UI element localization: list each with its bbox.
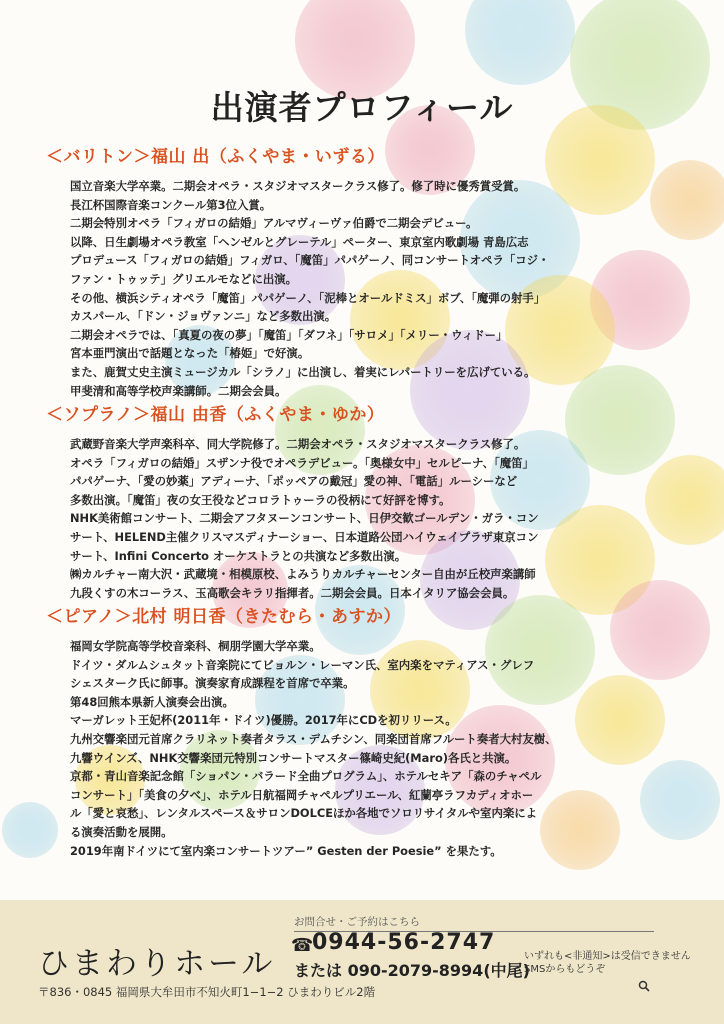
profile-line: 九段くすの木コーラス、玉高歌会キラリ指揮者。二期会会員。日本イタリア協会会員。 xyxy=(70,585,515,600)
profile-line: 九響ウインズ、NHK交響楽団元特別コンサートマスター篠崎史紀(Maro)各氏と共演。 xyxy=(70,750,517,765)
hall-address: 〒836・0845 福岡県大牟田市不知火町1−1−2 ひまわりビル2階 xyxy=(38,985,376,999)
notice-line: いずれも<非通知>は受信できません xyxy=(524,951,691,962)
profile-line: サート、HELEND主催クリスマスディナーショー、日本道路公団ハイウェイプラザ東京コン xyxy=(70,529,539,544)
profile-line: マーガレット王妃杯(2011年・ドイツ)優勝。2017年にCDを初リリース。 xyxy=(70,713,457,728)
profile-line: カスパール、「ドン・ジョヴァンニ」など多数出演。 xyxy=(70,309,337,324)
section-heading: ＜ソプラノ＞福山 由香（ふくやま・ゆか） xyxy=(46,405,385,425)
search-icon[interactable] xyxy=(638,980,650,992)
hall-name: ひまわりホール xyxy=(38,946,276,982)
notice-line: SMSからもどうぞ xyxy=(524,964,606,975)
notice xyxy=(524,950,691,976)
mobile-number[interactable]: または 090-2079-8994(中尾) xyxy=(294,961,530,980)
profile-line: その他、横浜シティオペラ「魔笛」パパゲーノ、「泥棒とオールドミス」ボブ、「魔弾の射手」 xyxy=(70,290,546,305)
profile-line: 九州交響楽団元首席クラリネット奏者タラス・デムチシン、同楽団首席フルート奏者大村友樹、 xyxy=(70,731,557,746)
profile-line: 二期会オペラでは、「真夏の夜の夢」「魔笛」「ダフネ」「サロメ」「メリー・ウィドー」 xyxy=(70,327,508,342)
profile-line: NHK美術館コンサート、二期会アフタヌーンコンサート、日伊交歓ゴールデン・ガラ・コン xyxy=(70,511,539,526)
profile-line: 第48回熊本県新人演奏会出演。 xyxy=(70,694,234,709)
profile-line: オペラ「フィガロの結婚」スザンナ役でオペラデビュー。「奥様女中」セルピーナ、「魔笛」 xyxy=(70,455,534,470)
profile-line: 武蔵野音楽大学声楽科卒、同大学院修了。二期会オペラ・スタジオマスタークラス修了。 xyxy=(70,437,526,451)
section-heading: ＜バリトン＞福山 出（ふくやま・いずる） xyxy=(46,147,385,167)
profile-line: サート、Infini Concerto オーケストラとの共演など多数出演。 xyxy=(70,548,407,563)
section-soprano xyxy=(48,400,688,602)
profile-line: 長江杯国際音楽コンクール第3位入賞。 xyxy=(70,197,272,212)
profile-line: ドイツ・ダルムシュタット音楽院にてビョルン・レーマン氏、室内楽をマティアス・グレフ xyxy=(70,657,535,672)
profile-line: ル「愛と哀愁」、レンタルスペース＆サロンDOLCEほか各地でソロリサイタルや室内楽によ xyxy=(70,806,538,821)
inquiry-label: お問合せ・ご予約はこちら xyxy=(294,916,420,928)
profile-line: また、鹿賀丈史主演ミュージカル「シラノ」に出演し、着実にレパートリーを広げている。 xyxy=(70,364,536,379)
profile-line: 宮本亜門演出で話題となった「椿姫」で好演。 xyxy=(70,346,310,361)
profile-line: パパゲーナ、「愛の妙薬」アディーナ、「ポッペアの戴冠」愛の神、「電話」ルーシーなど xyxy=(70,474,518,489)
profile-line: プロデュース「フィガロの結婚」フィガロ、「魔笛」パパゲーノ、同コンサートオペラ「コジ・ xyxy=(70,253,550,268)
profile-line: 二期会特別オペラ「フィガロの結婚」アルマヴィーヴァ伯爵で二期会デビュー。 xyxy=(70,216,478,231)
profile-line: 以降、日生劇場オペラ教室「ヘンゼルとグレーテル」ペーター、東京室内歌劇場 青島広志 xyxy=(70,234,529,249)
profile-line: 京都・青山音楽記念館「ショパン・バラード全曲プログラム」、ホテルセキア「森のチャペル xyxy=(70,769,542,784)
section-piano xyxy=(48,602,688,860)
section-heading: ＜ピアノ＞北村 明日香（きたむら・あすか） xyxy=(46,607,402,627)
section-baritone xyxy=(48,142,688,400)
profile-line: ㈱カルチャー南大沢・武蔵境・相模原校、よみうりカルチャーセンター自由が丘校声楽講師 xyxy=(70,567,536,582)
profile-line: 甲斐清和高等学校声楽講師。二期会会員。 xyxy=(70,383,287,398)
phone-icon: ☎ xyxy=(291,935,314,956)
profile-line: 福岡女学院高等学校音楽科、桐朋学園大学卒業。 xyxy=(70,639,321,653)
profile-line: 2019年南ドイツにて室内楽コンサートツアー” Gesten der Poesie” を果たす。 xyxy=(70,843,502,858)
profile-line: 国立音楽大学卒業。二期会オペラ・スタジオマスタークラス修了。修了時に優秀賞受賞。 xyxy=(70,179,526,193)
profile-line: ファン・トゥッテ」グリエルモなどに出演。 xyxy=(70,271,298,286)
profile-line: 多数出演。「魔笛」夜の女王役などコロラトゥーラの役柄にて好評を博す。 xyxy=(70,492,451,507)
phone-number[interactable]: 0944-56-2747 xyxy=(312,930,496,955)
profile-line: コンサート」「美食の夕べ」、ホテル日航福岡チャペルプリエール、紅蘭亭ラフカディオホー xyxy=(70,787,534,802)
page-title: 出演者プロフィール xyxy=(210,88,514,127)
profile-line: シェスターク氏に師事。演奏家育成課程を首席で卒業。 xyxy=(70,676,355,691)
footer xyxy=(0,900,724,1024)
profile-line: る演奏活動を展開。 xyxy=(70,824,173,839)
